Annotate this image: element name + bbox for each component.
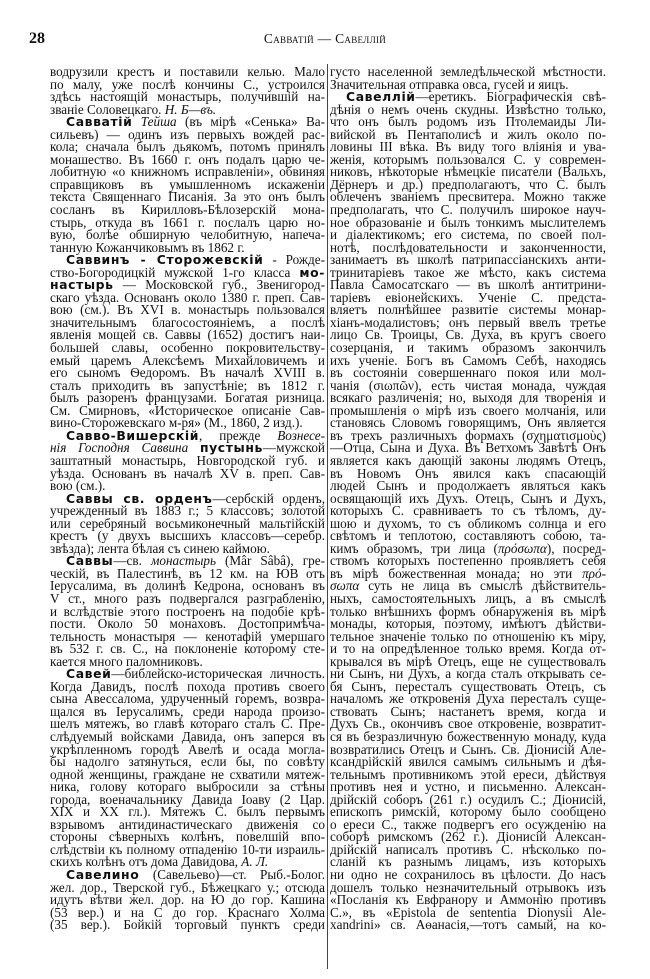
body-text: щался въ Іерусалимъ, среди народа произо- [50,703,325,719]
body-text: (Mâr Sâbâ), гре- [216,553,325,569]
body-text: въ мірѣ божественная монада; но эти [330,565,583,581]
body-text: идутъ вѣтви жел. дор. на Ю до гор. Кашина [50,892,325,908]
body-text: освящающій ихъ Духъ. Отецъ, Сынъ и Духъ, [330,490,606,506]
body-text: въ трехъ различныхъ формахъ (σχηματισμοὺς) [330,427,606,443]
body-text: о ереси С., также подвергъ его осужденію на [330,816,606,832]
body-text: ксандрійскій явился самымъ сильнымъ и дѣя- [330,754,606,770]
body-text: емый царемъ Алексѣемъ Михайловичемъ и [50,352,325,368]
body-text: пости. Около 50 монаховъ. Достопримѣча- [50,616,325,632]
body-text: —св. [113,553,151,569]
body-text: слѣдствіи къ полному отпаденію 10-ти израиль- [50,841,325,857]
body-text: ни Сынъ, ни Духъ, а когда сталъ открывать се- [330,666,606,682]
body-text: шою и духомъ, то съ обликомъ солнца и его [330,515,606,531]
body-text: ство-Богородицкій мужской 1-го класса [50,264,300,280]
body-text: и то на опредѣленное только время. Когда от- [330,641,606,657]
body-text: V ст., много разъ подвергался разграбленію, [50,590,325,606]
text-column-right [330,66,606,932]
text-column-left [50,66,325,932]
body-text: (Савельево)—ст. Рыб.-Болог. [139,867,325,882]
body-text: заштатный монастырь, Новгородской губ. и [50,452,325,468]
body-text: суть не лица въ смыслѣ дѣйствитель- [359,578,606,594]
body-text: которыхъ С. сравниваетъ то съ тѣломъ, ду- [330,503,606,519]
entry-headword: мо- [299,264,325,280]
body-text: здѣсь настоящій монастырь, получившій на- [50,89,325,105]
body-text: — Московской губ., Звенигород- [113,277,325,293]
body-text: кола; сначала былъ дьякомъ, потомъ принялъ [50,139,325,155]
body-text: сланій къ разнымъ лицамъ, изъ которыхъ [330,854,606,870]
body-text: большей славы, особенно покровительству- [50,340,325,356]
body-text: по малу, уже послѣ кончины С., устроился [50,76,325,92]
body-text: является какъ дающій законы людямъ Отецъ, [330,452,606,468]
body-text: XIX и XX гл.). Мятежъ С. былъ первымъ [50,804,325,820]
entry-headword: настырь [50,277,114,293]
body-text: слѣдуемый войсками Давида, онъ заперся въ [50,728,325,744]
body-text: —Отца, Сына и Духа. Въ Ветхомъ Завѣтѣ Онъ [330,440,606,456]
body-text: облеченъ званіемъ пресвитера. Можно также [330,189,606,205]
body-text: вою (см.). Въ XVI в. монастырь пользовался [50,302,325,318]
body-text: предполагать, что С. получилъ широкое науч- [330,202,606,218]
running-head: Савватій — Савеллій [263,31,387,46]
body-text: вляетъ полнѣйшее развитіе системы монар- [330,302,606,318]
body-text: его сыномъ Ѳедоромъ. Въ началѣ XVIII в. [50,365,325,381]
body-text: вийской въ Пентаполисѣ и жилъ около по- [330,126,606,142]
body-text: занимаетъ въ школѣ патрипассіанскихъ анти- [330,252,606,268]
body-text: свѣтомъ и теплотою, составляютъ собою, та- [330,528,606,544]
body-text: бы надолго затянуться, если бы, по совѣту [50,754,325,770]
body-text: или серебряный восьмиконечный мальтійскій [50,515,325,531]
body-text: звѣзда); лента бѣлая съ синею каймою. [50,540,270,556]
body-text: Значительная отправка овса, гусей и яицъ. [330,76,569,92]
column-divider [327,64,328,969]
body-text: (въ мірѣ «Сенька» Ва- [176,114,326,130]
entry-headword: Савей [66,666,112,682]
body-text: учрежденный въ 1883 г.; 5 классовъ; золотой [50,503,325,519]
body-text: «Посланія къ Евфранору и Аммонію противъ [330,892,606,908]
body-text: чанія (σιωπῶν), есть чистая монада, чуждая [330,377,606,393]
body-text: густо населенной земледѣльческой мѣстности. [330,64,606,79]
body-text: кимъ образомъ, три лица ( [330,540,498,556]
body-text: сына Авессалома, удрученный горемъ, возвра- [50,691,325,707]
body-text: - Рожде- [263,252,326,268]
body-text: женія, которымъ пользовался С. у современ- [330,151,606,167]
body-text: тельнымъ противникомъ этой ереси, дѣйствуя [330,766,606,782]
body-text: созерцанія, и такимъ образомъ закончилъ [330,340,606,356]
body-text: кается много паломниковъ. [50,653,203,669]
body-text: промышленія о мірѣ изъ своего молчанія, или [330,402,606,418]
body-text: сильевъ) — одинъ изъ первыхъ вождей рас- [50,126,325,142]
entry-headword: Саввы св. орденъ [66,490,213,506]
entry-headword: Савеллій [346,89,416,105]
body-text: ни одно не сохранилось въ цѣлости. До насъ [330,867,606,882]
body-text: ся въ безразличную божественную монаду, куда [330,728,606,744]
body-text: лобитную «о книжномъ исправленіи», обвиняя [50,164,325,180]
body-text: Когда Давидъ, послѣ похода противъ своего [50,678,325,694]
body-text: , прежде [199,427,278,443]
body-text: справщиковъ въ умышленномъ искаженіи [50,176,325,192]
body-text: (53 вер.) и на С до гор. Краснаго Холма [50,904,325,920]
body-text: сталъ приходить въ запустѣніе; въ 1812 г. [50,377,325,393]
body-text: Іерусалима, въ долинѣ Кедрона, основанъ въ [50,578,325,594]
body-text: одной женщины, граждане не схватили мятеж- [50,766,325,782]
entry-headword: пустынь [199,440,263,456]
italic-text: Н. Б—въ. [164,101,217,117]
body-text: взрывомъ антидинастическаго движенія со [50,816,325,832]
body-text: скихъ колѣнъ отъ дома Давидова, [50,854,242,870]
entry-headword: Савватій [66,114,133,130]
body-text: тельное значеніе только по отношенію къ міру, [330,628,606,644]
entry-headword: Саввы [66,553,114,569]
body-text: xandrini» св. Аѳанасія,—тотъ самый, на ко- [330,917,606,933]
body-text: танную Кожанчиковымъ въ 1862 г. [50,239,245,255]
italic-text: Вознесе- [277,427,325,443]
body-text: ихъ ученіе. Богъ въ Самомъ Себѣ, находясь [330,352,606,368]
body-text: людей Сынъ и продолжаетъ являться какъ [330,478,606,494]
body-text: ствомъ которыхъ постепенно проявляетъ себя [330,553,606,569]
body-text: укрѣпленномъ городѣ Авелѣ и осада могла- [50,741,325,757]
body-text: —сербскій орденъ, [212,490,325,506]
body-text: скаго уѣзда. Основанъ около 1380 г. преп. Сав- [50,289,325,305]
italic-text: монастырь [150,553,216,569]
body-text: стороны сѣверныхъ колѣнъ, повелшій впо- [50,829,325,845]
body-text: города, военачальнику Давида Іоаву (2 Цар. [50,791,325,807]
body-text: Дёрнеръ и др.) предполагаютъ, что С. былъ [330,176,606,192]
entry-headword: Савво-Вишерскій [66,427,200,443]
body-text: тринитаріевъ такое же мѣсто, какъ система [330,264,606,280]
body-text: въ 532 г. св. С., на поклоненіе которому сте- [50,641,325,657]
entry-headword: Саввинъ - Сторожевскій [66,252,264,268]
body-text: въ состояніи совершеннаго покоя или мол- [330,365,606,381]
body-text: дрійскій написалъ противъ С. нѣсколько по- [330,841,606,857]
body-text: —мужской [262,440,325,456]
body-text: никовъ, нѣкоторые нѣмецкіе писатели (Вальхъ, [330,164,606,180]
body-text: ловины III вѣка. Въ виду того вліянія и ува- [330,139,606,155]
body-text: шелъ мятежъ, во главѣ котораго сталъ С. Пре- [50,716,325,732]
body-text: ныхъ, самостоятельныхъ лицъ, а въ смыслѣ [330,590,606,606]
entry-headword: Савелино [66,867,140,882]
body-text: крестъ (у двухъ высшихъ классовъ—серебр. [50,528,325,544]
body-text: жел. дор., Тверской губ., Бѣжецкаго у.; отсюда [50,879,325,895]
italic-text: Тейша [140,114,177,130]
page-number: 28 [29,30,45,47]
body-text: таріевъ евіонейскихъ. Ученіе С. предста- [330,289,606,305]
body-text: дрійскій соборъ (261 г.) осудилъ С.; Діонисій, [330,791,606,807]
body-text: бя Сынъ, пересталъ существовать Отецъ, съ [330,678,606,694]
body-text: противъ нея и устно, и письменно. Алексан- [330,779,606,795]
body-text: сосланъ въ Кирилловъ-Бѣлозерскій мона- [50,202,325,218]
body-text: лицо Св. Троицы, Св. Духа, въ кругъ своего [330,327,606,343]
body-text: стырь, откуда въ 1661 г. послалъ царю но- [50,214,325,230]
italic-text: А. Л. [241,854,269,870]
body-text: тельность монастыря — кенотафій умершаго [50,628,325,644]
body-text: и вслѣдствіе этого построенъ на подобіе крѣ- [50,603,325,619]
body-text: крывался въ мірѣ Отецъ, еще не существовалъ [330,653,606,669]
italic-text: нія Господня Саввина [50,440,200,456]
body-text: былъ разоренъ французами. Богатая ризница. [50,390,325,406]
body-text: епископъ римскій, которому было сообщено [330,804,606,820]
body-text: соборѣ римскомъ (262 г.). Діонисій Алексан- [330,829,606,845]
body-text: ное образованіе и былъ тонкимъ мыслителемъ [330,214,606,230]
body-text: всякаго различенія; но, выходя для творенія и [330,390,606,406]
body-text: въ Новомъ Онъ явился какъ спасающій [330,465,606,481]
body-text: хіанъ-модалистовъ; онъ первый ввелъ третье [330,314,606,330]
body-text: званіе Соловецкаго. [50,101,165,117]
body-text: Павла Самосатскаго — въ школѣ антитрини- [330,277,606,293]
body-text: только внѣшнихъ формъ обнаруженія въ мірѣ [330,603,606,619]
italic-text: πρόσωπα [497,540,547,556]
body-text: ческій, въ Палестинѣ, въ 12 км. на ЮВ отъ [50,565,325,581]
body-text: ), посред- [546,540,606,556]
body-text: См. Смирновъ, «Историческое описаніе Сав- [50,402,325,418]
text-line [50,919,325,932]
body-text: ствовать Сынъ; настанетъ время, когда и [330,703,606,719]
body-text: становясь Словомъ говорящимъ, Онъ является [330,415,606,431]
body-text: —еретикъ. Біографическія свѣ- [415,89,606,105]
body-text: текста Священнаго Писанія. За это онъ былъ [50,189,325,205]
body-text: ника, голову котораго выбросили за стѣны [50,779,325,795]
body-text: и діалектикомъ; его система, по своей пол- [330,227,606,243]
body-text: —библейско-историческая личность. [111,666,325,682]
body-text: что онъ былъ родомъ изъ Птолемаиды Ли- [330,114,606,130]
body-text: С.», въ «Epistola de sententia Dionysii Ale- [330,904,606,920]
body-text: возвратились Отецъ и Сынъ. Св. Діонисій Але- [330,741,606,757]
body-text: дошелъ только незначительный отрывокъ изъ [330,879,606,895]
body-text: монады, которыя, поэтому, имѣютъ дѣйстви- [330,616,606,632]
body-text: уѣзда. Основанъ въ началѣ XV в. преп. Сав- [50,465,325,481]
body-text: дѣнія о немъ очень скудны. Извѣстно только, [330,101,606,117]
italic-text: πρό- [582,565,606,581]
body-text: вою (см.). [50,478,106,494]
body-text: началомъ же откровенія Духа пересталъ суще- [330,691,606,707]
body-text: вую, болѣе обширную челобитную, напеча- [50,227,325,243]
body-text: вино-Сторожевскаго м-ря» (М., 1860, 2 изд.). [50,415,303,431]
body-text: монашество. Въ 1660 г. онъ подалъ царю че- [50,151,325,167]
body-text: значительнымъ благосостояніемъ, а послѣ [50,314,325,330]
body-text: (35 вер.). Бойкій торговый пунктъ среди [50,917,325,933]
body-text: Духъ Св., окончивъ свое откровеніе, возвратит- [330,716,606,732]
text-line [330,919,606,932]
body-text: нотѣ, послѣдовательности и законченности, [330,239,606,255]
body-text: явленія мощей св. Саввы (1652) достигъ наи- [50,327,325,343]
body-text: водрузили крестъ и поставили келью. Мало [50,64,325,79]
italic-text: σωπα [330,578,360,594]
